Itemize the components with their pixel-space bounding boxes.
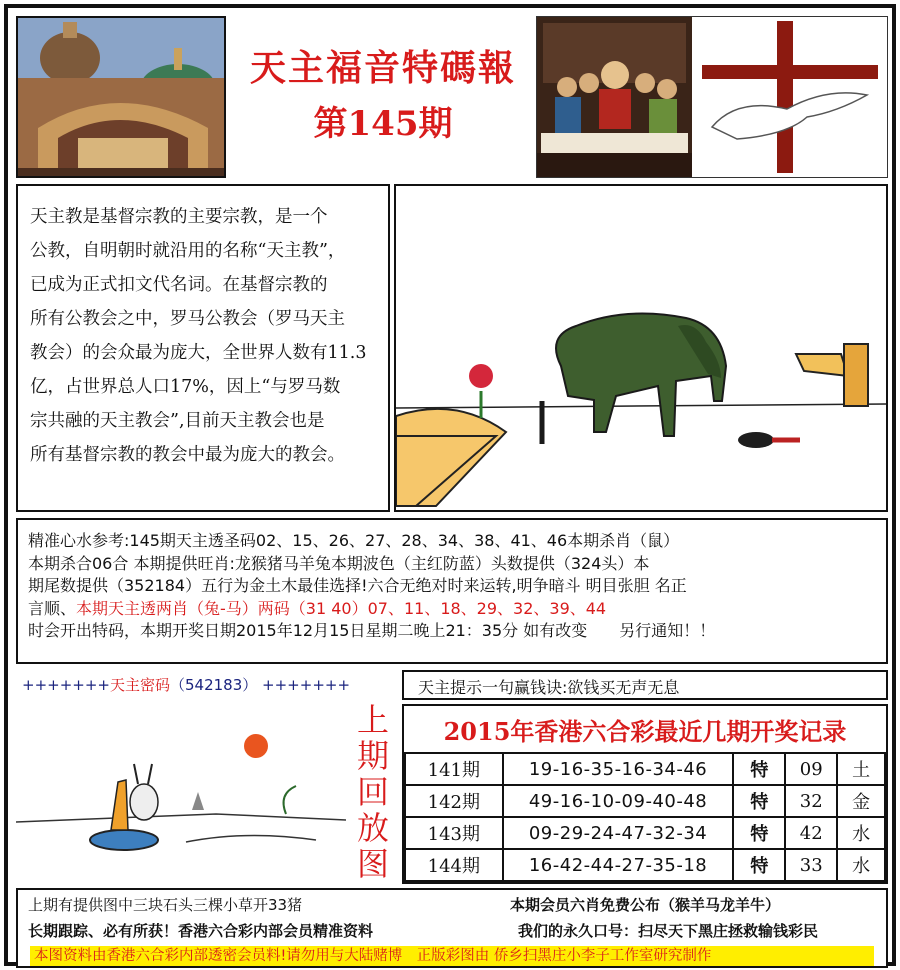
footer-banner: 本图资料由香港六合彩内部透密会员料!请勿用与大陆赌博 正版彩图由 侨乡扫黑庄小李子工作室研究制作 xyxy=(30,946,874,966)
replay-cartoon-image xyxy=(16,702,346,882)
period-cell: 142期 xyxy=(405,785,503,817)
cathedral-illustration xyxy=(18,18,226,178)
header-right-images xyxy=(536,16,888,178)
intro-line: 公教，自明朝时就沿用的名称“天主教”， xyxy=(30,241,346,261)
intro-line: 宗共融的天主教会”,目前天主教会也是 xyxy=(30,411,325,431)
tips-line: 时会开出特码，本期开奖日期2015年12月15日星期二晚上21：35分 如有改变 另行通知！！ xyxy=(28,621,716,640)
tips-text xyxy=(28,530,888,643)
boar-illustration xyxy=(396,186,886,510)
replay-char: 期 xyxy=(356,737,389,775)
special-label-cell: 特 xyxy=(733,817,785,849)
numbers-cell: 16-42-44-27-35-18 xyxy=(503,849,734,881)
numbers-cell: 49-16-10-09-40-48 xyxy=(503,785,734,817)
intro-line: 已成为正式扣文代名词。在基督宗教的 xyxy=(30,275,328,295)
footer-previous-hint: 上期有提供图中三块石头三棵小草开33猪 xyxy=(28,896,303,914)
last-supper-and-cross-illustration xyxy=(537,17,887,177)
secret-code-bar xyxy=(16,670,396,700)
period-cell: 141期 xyxy=(405,753,503,785)
results-table xyxy=(404,752,886,882)
footer-tracking-slogan: 长期跟踪、必有所获！香港六合彩内部会员精准资料 xyxy=(28,922,374,940)
tips-panel xyxy=(16,518,888,664)
results-record xyxy=(402,704,888,884)
code-value: （542183） xyxy=(170,676,258,694)
special-number-cell: 09 xyxy=(785,753,837,785)
replay-char: 回 xyxy=(356,773,389,811)
intro-line: 所有公教会之中，罗马公教会（罗马天主 xyxy=(30,309,345,329)
cathedral-image xyxy=(16,16,226,178)
table-row xyxy=(405,817,885,849)
numbers-cell: 19-16-35-16-34-46 xyxy=(503,753,734,785)
element-cell: 土 xyxy=(837,753,885,785)
intro-line: 教会）的会众最为庞大，全世界人数有11.3 xyxy=(30,343,367,363)
code-label: 天主密码 xyxy=(109,676,170,694)
results-title: 2015年香港六合彩最近几期开奖记录 xyxy=(443,717,847,746)
intro-text xyxy=(30,200,382,472)
element-cell: 水 xyxy=(837,817,885,849)
special-label-cell: 特 xyxy=(733,785,785,817)
footer-permanent-slogan: 我们的永久口号：扫尽天下黑庄拯救输钱彩民 xyxy=(518,922,819,940)
masthead-title: 天主福音特碼報 xyxy=(249,47,516,89)
intro-line: 亿，占世界总人口17%，因上“与罗马数 xyxy=(30,377,341,397)
boar-cartoon-image xyxy=(394,184,888,512)
hint-text: 天主提示一句赢钱诀:欲钱买无声无息 xyxy=(418,678,680,697)
code-suffix: +++++++ xyxy=(262,676,351,694)
special-label-cell: 特 xyxy=(733,753,785,785)
rabbit-illustration xyxy=(16,702,346,882)
masthead xyxy=(230,16,532,178)
period-cell: 144期 xyxy=(405,849,503,881)
tips-line: 期尾数提供（352184）五行为金土木最佳选择!六合无绝对时来运转,明争暗斗 明目张胆 名正 xyxy=(28,576,687,595)
intro-line: 所有基督宗教的教会中最为庞大的教会。 xyxy=(30,445,345,465)
newspaper-page xyxy=(4,4,896,966)
special-number-cell: 33 xyxy=(785,849,837,881)
code-prefix: +++++++ xyxy=(22,676,110,694)
special-number-cell: 32 xyxy=(785,785,837,817)
intro-line: 天主教是基督宗教的主要宗教，是一个 xyxy=(30,207,328,227)
secret-code-text xyxy=(22,674,350,695)
numbers-cell: 09-29-24-47-32-34 xyxy=(503,817,734,849)
tips-highlight: 本期天主透两肖（兔-马）两码（31 40）07、11、18、29、32、39、44 xyxy=(76,598,607,618)
table-row xyxy=(405,785,885,817)
period-cell: 143期 xyxy=(405,817,503,849)
footer-panel xyxy=(16,888,888,968)
issue-number: 第145期 xyxy=(313,104,453,144)
replay-char: 放 xyxy=(356,809,389,847)
intro-panel xyxy=(16,184,390,512)
replay-char: 图 xyxy=(356,845,389,882)
special-label-cell: 特 xyxy=(733,849,785,881)
element-cell: 金 xyxy=(837,785,885,817)
replay-char: 上 xyxy=(356,702,389,739)
tips-line-black: 言顺、 xyxy=(28,598,77,618)
tips-line xyxy=(28,598,888,621)
table-row xyxy=(405,849,885,881)
element-cell: 水 xyxy=(837,849,885,881)
tips-line: 本期杀合06合 本期提供旺肖:龙猴猪马羊兔本期波色（主红防蓝）头数提供（324头）本 xyxy=(28,553,650,573)
hint-bar xyxy=(402,670,888,700)
table-row xyxy=(405,753,885,785)
tips-line: 精准心水参考:145期天主透圣码02、15、26、27、28、34、38、41、46本期杀肖（鼠） xyxy=(28,531,680,550)
special-number-cell: 42 xyxy=(785,817,837,849)
footer-member-zodiacs: 本期会员六肖免费公布（猴羊马龙羊牛） xyxy=(510,896,781,914)
last-period-replay-label xyxy=(350,702,396,882)
